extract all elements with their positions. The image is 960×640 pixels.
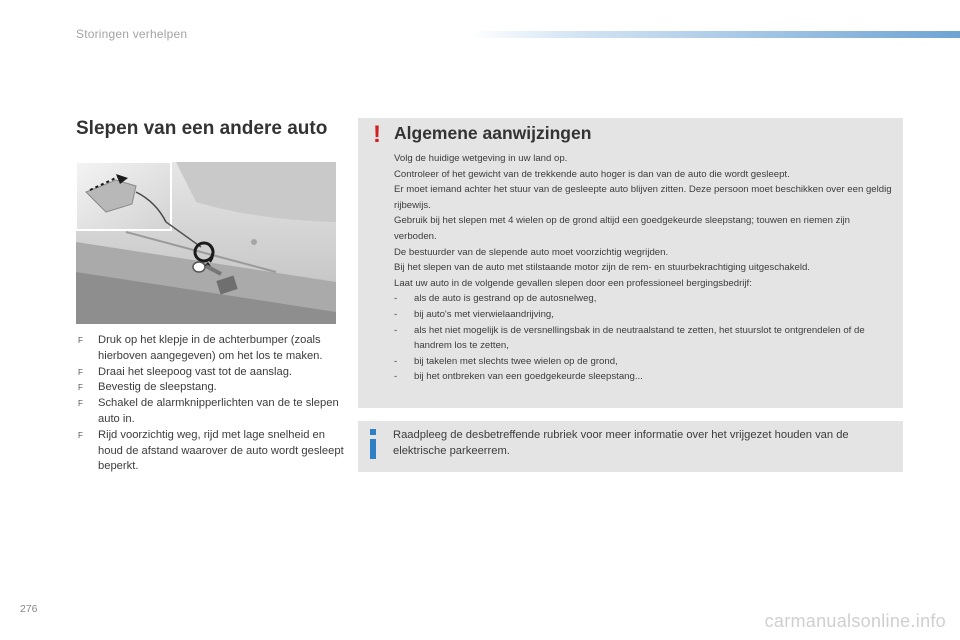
page-number: 276 (20, 603, 38, 615)
case-item (394, 307, 894, 323)
step-item (76, 396, 346, 428)
step-text: Draai het sleepoog vast tot de aanslag. (98, 365, 293, 378)
header-gradient-bar (470, 31, 960, 38)
step-text: Rijd voorzichtig weg, rijd met lage snelheid en houd de afstand waarover de auto wordt gesleept beperkt. (98, 428, 344, 473)
case-text: bij takelen met slechts twee wielen op de grond, (414, 355, 618, 367)
warning-line: Volg de huidige wetgeving in uw land op. (394, 153, 568, 164)
dash-bullet: - (394, 355, 398, 367)
warning-title: Algemene aanwijzingen (394, 123, 592, 143)
case-text: als het niet mogelijk is de versnellingsbak in de neutraalstand te zetten, het stuurslot te ontgrendelen of de handrem los te zetten, (414, 324, 865, 352)
checkbox-bullet-icon: F (78, 383, 83, 393)
warning-body (394, 151, 894, 385)
checkbox-bullet-icon: F (78, 399, 83, 409)
step-item (76, 380, 346, 396)
dash-bullet: - (394, 308, 398, 320)
warning-line: Er moet iemand achter het stuur van de gesleepte auto blijven zitten. Deze persoon moet beschikken over een geldig rijbewijs. (394, 184, 892, 211)
checkbox-bullet-icon: F (78, 336, 83, 345)
case-text: als de auto is gestrand op de autosnelweg, (414, 293, 597, 305)
dash-bullet: - (394, 293, 398, 305)
tow-hook-icon (76, 162, 336, 324)
dash-bullet: - (394, 324, 398, 336)
instruction-steps (76, 333, 346, 475)
case-item (394, 354, 894, 370)
warning-exclamation-icon: ! (373, 121, 381, 148)
info-text: Raadpleeg de desbetreffende rubriek voor meer informatie over het vrijgezet houden van de elektrische parkeerrem. (393, 429, 849, 457)
watermark: carmanualsonline.info (764, 611, 946, 631)
step-text: Druk op het klepje in de achterbumper (zoals hierboven aangegeven) om het los te maken. (98, 334, 323, 362)
page-title: Slepen van een andere auto (76, 118, 328, 139)
info-box (358, 421, 903, 472)
case-item (394, 369, 894, 385)
warning-box (358, 118, 903, 408)
step-item (76, 428, 346, 475)
step-text: Bevestig de sleepstang. (98, 381, 217, 394)
towing-service-cases (394, 291, 894, 385)
step-item (76, 365, 346, 381)
warning-line: Gebruik bij het slepen met 4 wielen op de grond altijd een goedgekeurde sleepstang; touwen en riemen zijn verboden. (394, 215, 850, 242)
warning-line: Bij het slepen van de auto met stilstaande motor zijn de rem- en stuurbekrachtiging uitgeschakeld. (394, 262, 810, 274)
checkbox-bullet-icon: F (78, 367, 83, 377)
warning-line: Controleer of het gewicht van de trekkende auto hoger is dan van de auto die wordt gesleept. (394, 168, 790, 180)
checkbox-bullet-icon: F (78, 430, 83, 440)
dash-bullet: - (394, 371, 398, 383)
case-item (394, 291, 894, 307)
step-item (76, 333, 346, 365)
warning-line: Laat uw auto in de volgende gevallen slepen door een professioneel bergingsbedrijf: (394, 277, 752, 289)
case-item (394, 323, 894, 354)
step-text: Schakel de alarmknipperlichten van de te slepen auto in. (98, 397, 339, 425)
case-text: bij het ontbreken van een goedgekeurde sleepstang... (414, 371, 643, 383)
case-text: bij auto's met vierwielaandrijving, (414, 308, 554, 320)
tow-hook-illustration (76, 162, 336, 324)
warning-line: De bestuurder van de slepende auto moet voorzichtig wegrijden. (394, 246, 669, 258)
info-icon (367, 427, 379, 461)
section-header: Storingen verhelpen (76, 27, 188, 41)
